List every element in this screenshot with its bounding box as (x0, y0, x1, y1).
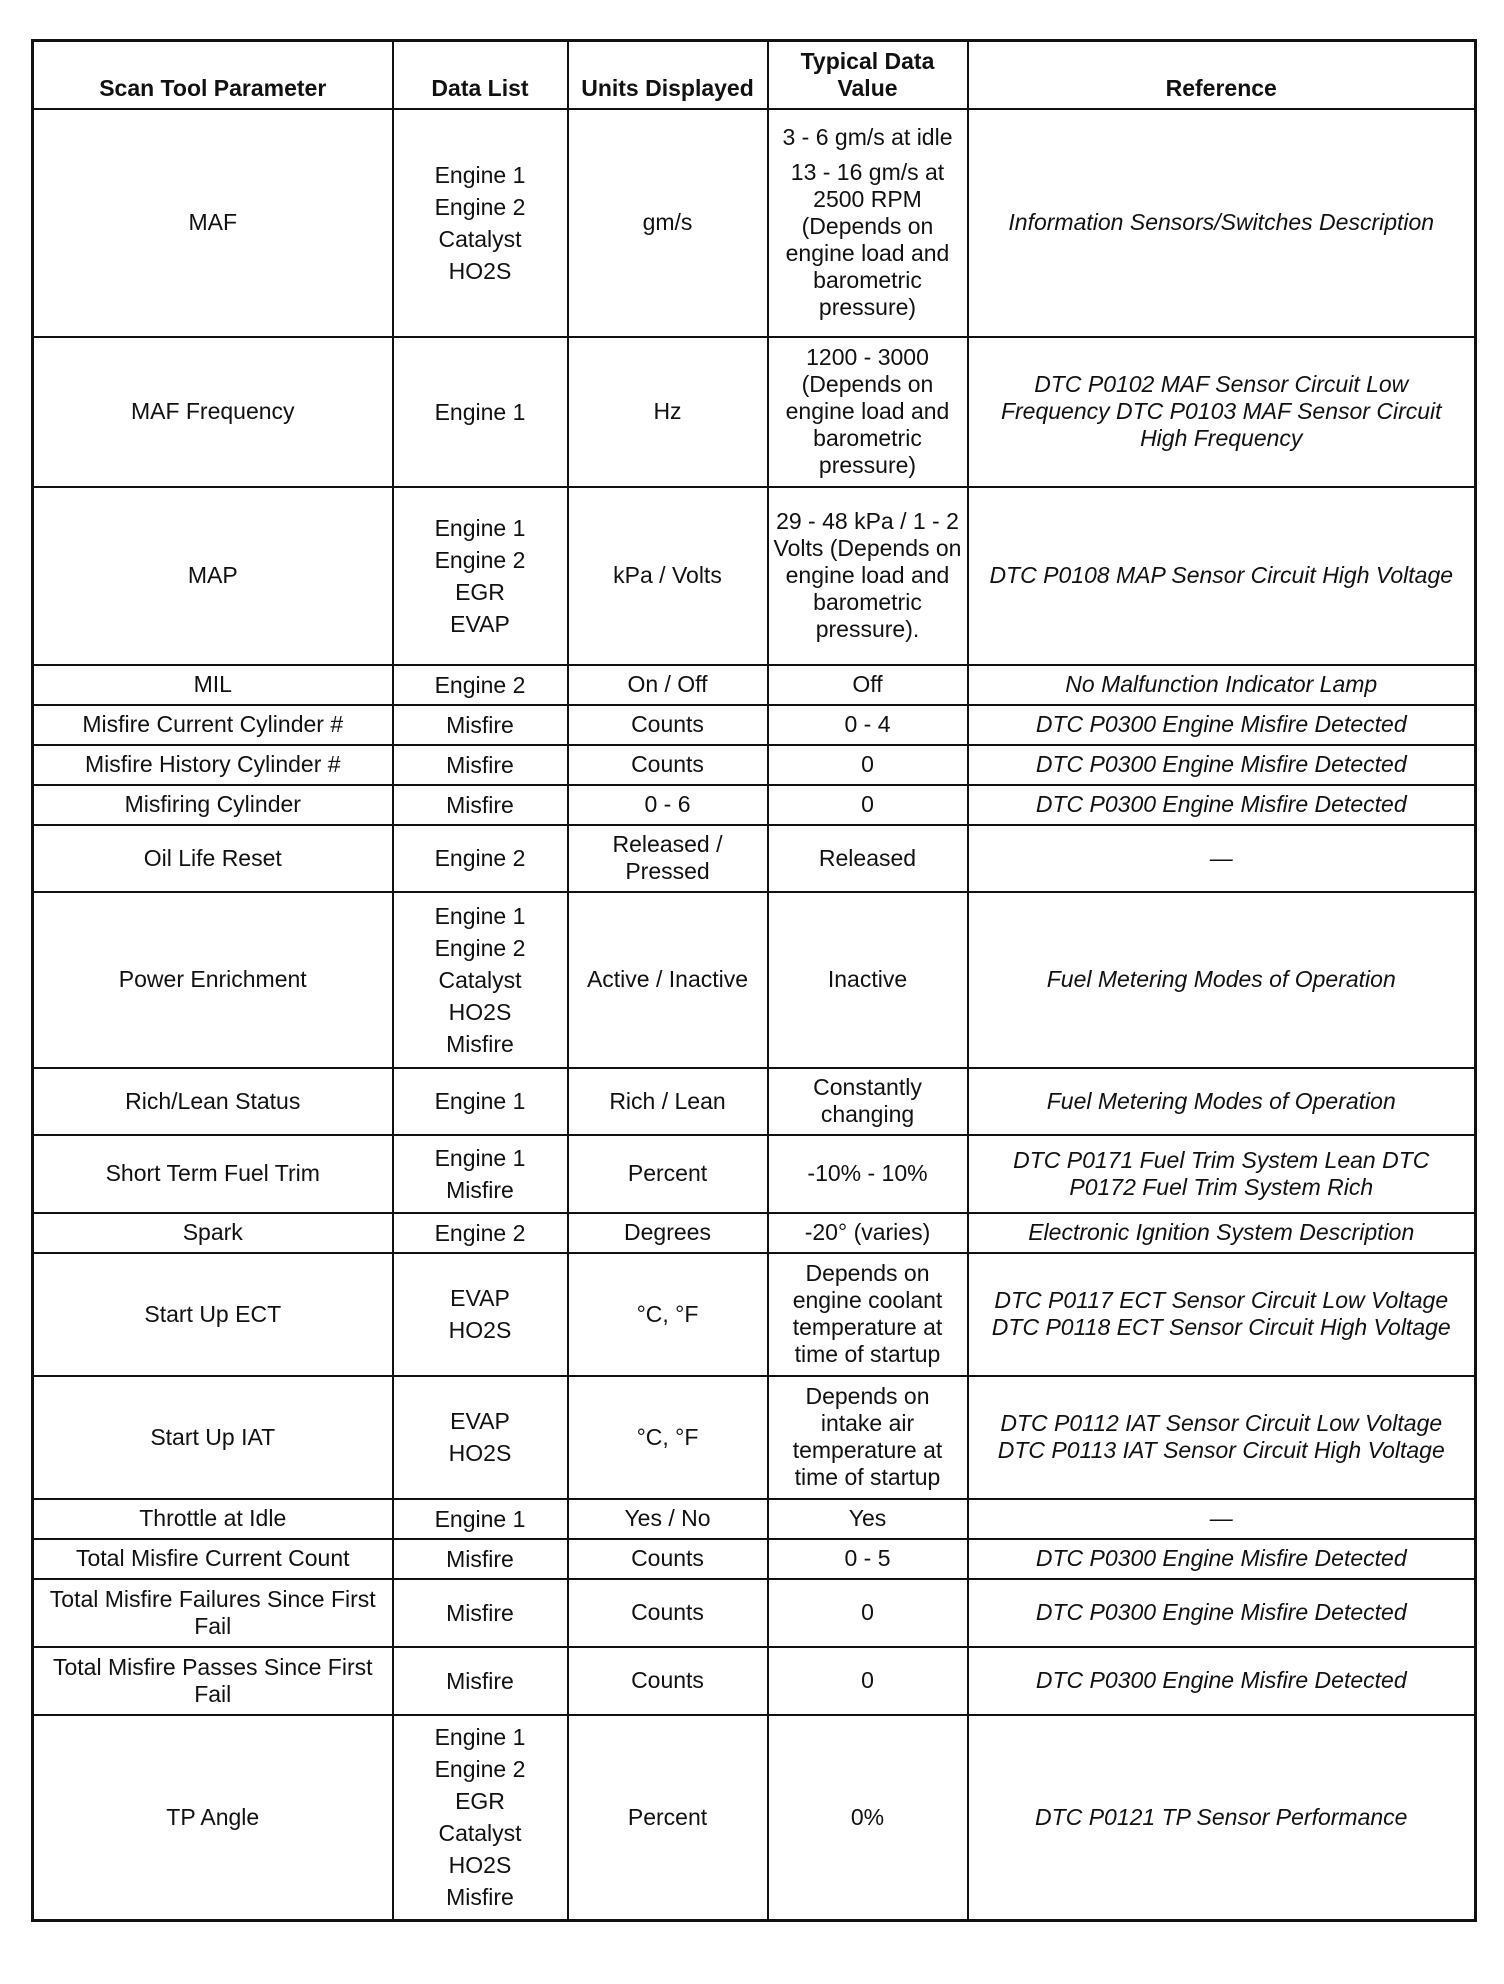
data-list-entry: Engine 1 (434, 1088, 526, 1114)
data-list-entry: EVAP (450, 1285, 510, 1311)
table-row (33, 487, 1476, 665)
cell-units-displayed: Hz (568, 337, 768, 487)
cell-reference: Fuel Metering Modes of Operation (968, 892, 1476, 1068)
cell-data-list (393, 785, 568, 825)
typical-value-text: 13 - 16 gm/s at 2500 RPM (Depends on engine load and barometric pressure) (785, 159, 950, 320)
cell-reference: No Malfunction Indicator Lamp (968, 665, 1476, 705)
data-list-entry: Misfire (446, 1030, 514, 1057)
cell-scan-tool-parameter: Total Misfire Current Count (33, 1539, 393, 1579)
cell-reference: DTC P0102 MAF Sensor Circuit Low Frequency DTC P0103 MAF Sensor Circuit High Frequency (968, 337, 1476, 487)
cell-scan-tool-parameter: Misfire Current Cylinder # (33, 705, 393, 745)
typical-value-text: 0 (861, 751, 874, 777)
cell-reference: DTC P0300 Engine Misfire Detected (968, 785, 1476, 825)
data-list-entry: HO2S (448, 998, 512, 1025)
cell-units-displayed: Percent (568, 1135, 768, 1213)
data-list-entry: Misfire (446, 711, 514, 738)
table-row (33, 665, 1476, 705)
cell-typical-data-value (768, 1539, 968, 1579)
cell-data-list (393, 487, 568, 665)
typical-value-text: Constantly changing (813, 1074, 922, 1127)
data-list-entry: HO2S (448, 257, 512, 284)
cell-units-displayed: On / Off (568, 665, 768, 705)
data-list-entry: Misfire (446, 1545, 514, 1572)
table-row (33, 109, 1476, 337)
cell-scan-tool-parameter: Short Term Fuel Trim (33, 1135, 393, 1213)
data-list-entry: HO2S (448, 1440, 512, 1466)
cell-typical-data-value (768, 1579, 968, 1647)
header-data-list: Data List (393, 41, 568, 109)
cell-scan-tool-parameter: Spark (33, 1213, 393, 1253)
data-list-entry: Engine 1 (434, 514, 526, 541)
cell-reference: — (968, 1499, 1476, 1539)
cell-typical-data-value (768, 1253, 968, 1376)
table-row (33, 745, 1476, 785)
cell-units-displayed: °C, °F (568, 1376, 768, 1499)
typical-value-text: Released (818, 844, 917, 871)
cell-data-list (393, 1715, 568, 1921)
cell-typical-data-value (768, 1376, 968, 1499)
typical-value-text: 0 - 5 (844, 1545, 891, 1571)
table-row (33, 337, 1476, 487)
cell-scan-tool-parameter: Total Misfire Failures Since First Fail (33, 1579, 393, 1647)
cell-data-list (393, 109, 568, 337)
cell-units-displayed: Active / Inactive (568, 892, 768, 1068)
cell-reference: DTC P0112 IAT Sensor Circuit Low Voltage DTC P0113 IAT Sensor Circuit High Voltage (968, 1376, 1476, 1499)
cell-typical-data-value (768, 665, 968, 705)
cell-typical-data-value (768, 109, 968, 337)
data-list-entry: Misfire (446, 1176, 514, 1203)
cell-data-list (393, 1647, 568, 1715)
cell-reference: DTC P0171 Fuel Trim System Lean DTC P0172 Fuel Trim System Rich (968, 1135, 1476, 1213)
cell-reference: DTC P0121 TP Sensor Performance (968, 1715, 1476, 1921)
table-row (33, 1499, 1476, 1539)
data-list-entry: Engine 1 (434, 161, 526, 188)
cell-data-list (393, 745, 568, 785)
cell-data-list (393, 825, 568, 892)
typical-value-text: -10% - 10% (807, 1160, 928, 1186)
cell-typical-data-value (768, 1135, 968, 1213)
cell-units-displayed: Percent (568, 1715, 768, 1921)
data-list-entry: Engine 2 (434, 546, 526, 573)
cell-reference: DTC P0300 Engine Misfire Detected (968, 745, 1476, 785)
table-row (33, 1715, 1476, 1921)
cell-scan-tool-parameter: MAF (33, 109, 393, 337)
data-list-entry: Misfire (446, 1884, 514, 1911)
data-list-entry: EGR (455, 1788, 505, 1815)
table-row (33, 1135, 1476, 1213)
cell-scan-tool-parameter: Oil Life Reset (33, 825, 393, 892)
typical-value-text: 0% (850, 1803, 885, 1830)
cell-reference: DTC P0108 MAP Sensor Circuit High Voltage (968, 487, 1476, 665)
cell-reference: Electronic Ignition System Description (968, 1213, 1476, 1253)
data-list-entry: Engine 2 (434, 1756, 526, 1783)
data-list-entry: Misfire (446, 1599, 514, 1626)
typical-value-text: 0 - 4 (844, 711, 891, 737)
typical-value-text: 3 - 6 gm/s at idle (782, 124, 953, 150)
typical-value-text: 29 - 48 kPa / 1 - 2 Volts (Depends on engine load and barometric pressure). (773, 508, 962, 642)
cell-units-displayed: kPa / Volts (568, 487, 768, 665)
header-reference: Reference (968, 41, 1476, 109)
cell-typical-data-value (768, 745, 968, 785)
cell-scan-tool-parameter: Misfiring Cylinder (33, 785, 393, 825)
header-row (33, 41, 1476, 109)
typical-value-text: Inactive (827, 966, 908, 992)
header-typical-data-value: Typical Data Value (768, 41, 968, 109)
cell-scan-tool-parameter: MAP (33, 487, 393, 665)
table-row (33, 705, 1476, 745)
data-list-entry: Catalyst (438, 1820, 522, 1847)
cell-units-displayed: Rich / Lean (568, 1068, 768, 1135)
cell-scan-tool-parameter: TP Angle (33, 1715, 393, 1921)
cell-data-list (393, 1135, 568, 1213)
cell-typical-data-value (768, 705, 968, 745)
cell-typical-data-value (768, 1499, 968, 1539)
data-list-entry: Misfire (446, 1667, 514, 1694)
cell-units-displayed: gm/s (568, 109, 768, 337)
table-row (33, 1539, 1476, 1579)
data-list-entry: Engine 1 (434, 1144, 526, 1171)
typical-value-text: -20° (varies) (804, 1219, 931, 1245)
cell-typical-data-value (768, 1647, 968, 1715)
data-list-entry: Engine 2 (434, 1219, 526, 1246)
cell-typical-data-value (768, 487, 968, 665)
cell-reference: Fuel Metering Modes of Operation (968, 1068, 1476, 1135)
data-list-entry: Catalyst (438, 966, 522, 993)
cell-units-displayed: Released / Pressed (568, 825, 768, 892)
cell-reference: Information Sensors/Switches Description (968, 109, 1476, 337)
typical-value-text: 0 (861, 791, 874, 817)
data-list-entry: EVAP (450, 1408, 510, 1434)
cell-typical-data-value (768, 1068, 968, 1135)
cell-reference: DTC P0300 Engine Misfire Detected (968, 1647, 1476, 1715)
cell-data-list (393, 1579, 568, 1647)
cell-units-displayed: 0 - 6 (568, 785, 768, 825)
data-list-entry: Engine 1 (434, 398, 526, 425)
cell-units-displayed: Degrees (568, 1213, 768, 1253)
data-list-entry: Misfire (446, 791, 514, 818)
header-units-displayed: Units Displayed (568, 41, 768, 109)
data-list-entry: Engine 2 (434, 934, 526, 961)
scan-tool-parameter-table (31, 39, 1477, 1922)
cell-data-list (393, 892, 568, 1068)
cell-data-list (393, 1068, 568, 1135)
cell-units-displayed: Yes / No (568, 1499, 768, 1539)
cell-scan-tool-parameter: Power Enrichment (33, 892, 393, 1068)
table-row (33, 1213, 1476, 1253)
cell-reference: — (968, 825, 1476, 892)
data-list-entry: EVAP (450, 610, 510, 637)
data-list-entry: Engine 1 (434, 902, 526, 929)
data-list-entry: Catalyst (438, 225, 522, 252)
typical-value-text: 0 (861, 1667, 874, 1693)
cell-units-displayed: °C, °F (568, 1253, 768, 1376)
cell-scan-tool-parameter: Throttle at Idle (33, 1499, 393, 1539)
data-list-entry: Misfire (446, 751, 514, 778)
data-list-entry: HO2S (448, 1317, 512, 1343)
cell-units-displayed: Counts (568, 705, 768, 745)
table-row (33, 1647, 1476, 1715)
table-row (33, 825, 1476, 892)
cell-reference: DTC P0117 ECT Sensor Circuit Low Voltage DTC P0118 ECT Sensor Circuit High Voltage (968, 1253, 1476, 1376)
data-list-entry: Engine 2 (434, 845, 526, 871)
cell-data-list (393, 1539, 568, 1579)
typical-value-text: 1200 - 3000 (Depends on engine load and barometric pressure) (785, 344, 950, 478)
data-list-entry: Engine 1 (434, 1505, 526, 1532)
data-list-entry: HO2S (448, 1852, 512, 1879)
header-scan-tool-parameter: Scan Tool Parameter (33, 41, 393, 109)
cell-scan-tool-parameter: Misfire History Cylinder # (33, 745, 393, 785)
cell-typical-data-value (768, 1213, 968, 1253)
data-list-entry: Engine 2 (434, 193, 526, 220)
table-body (33, 109, 1476, 1921)
cell-scan-tool-parameter: Total Misfire Passes Since First Fail (33, 1647, 393, 1715)
typical-value-text: Yes (848, 1505, 887, 1531)
cell-units-displayed: Counts (568, 1539, 768, 1579)
cell-data-list (393, 665, 568, 705)
cell-data-list (393, 1253, 568, 1376)
typical-value-text: Depends on engine coolant temperature at time of startup (792, 1260, 943, 1367)
cell-reference: DTC P0300 Engine Misfire Detected (968, 1539, 1476, 1579)
cell-scan-tool-parameter: MAF Frequency (33, 337, 393, 487)
typical-value-text: 0 (861, 1599, 874, 1625)
table-row (33, 1579, 1476, 1647)
data-list-entry: Engine 1 (434, 1724, 526, 1751)
cell-data-list (393, 1499, 568, 1539)
table-row (33, 1253, 1476, 1376)
cell-typical-data-value (768, 1715, 968, 1921)
cell-data-list (393, 337, 568, 487)
table-row (33, 892, 1476, 1068)
cell-units-displayed: Counts (568, 745, 768, 785)
data-list-entry: Engine 2 (434, 671, 526, 698)
cell-data-list (393, 705, 568, 745)
cell-reference: DTC P0300 Engine Misfire Detected (968, 705, 1476, 745)
typical-value-text: Off (852, 671, 883, 697)
cell-units-displayed: Counts (568, 1647, 768, 1715)
table-row (33, 1376, 1476, 1499)
table-row (33, 785, 1476, 825)
cell-scan-tool-parameter: MIL (33, 665, 393, 705)
cell-data-list (393, 1376, 568, 1499)
cell-scan-tool-parameter: Rich/Lean Status (33, 1068, 393, 1135)
cell-typical-data-value (768, 337, 968, 487)
cell-typical-data-value (768, 892, 968, 1068)
cell-data-list (393, 1213, 568, 1253)
data-list-entry: EGR (455, 578, 505, 605)
table-row (33, 1068, 1476, 1135)
cell-scan-tool-parameter: Start Up IAT (33, 1376, 393, 1499)
typical-value-text: Depends on intake air temperature at time of startup (792, 1383, 943, 1490)
cell-reference: DTC P0300 Engine Misfire Detected (968, 1579, 1476, 1647)
cell-typical-data-value (768, 785, 968, 825)
cell-units-displayed: Counts (568, 1579, 768, 1647)
cell-scan-tool-parameter: Start Up ECT (33, 1253, 393, 1376)
cell-typical-data-value (768, 825, 968, 892)
